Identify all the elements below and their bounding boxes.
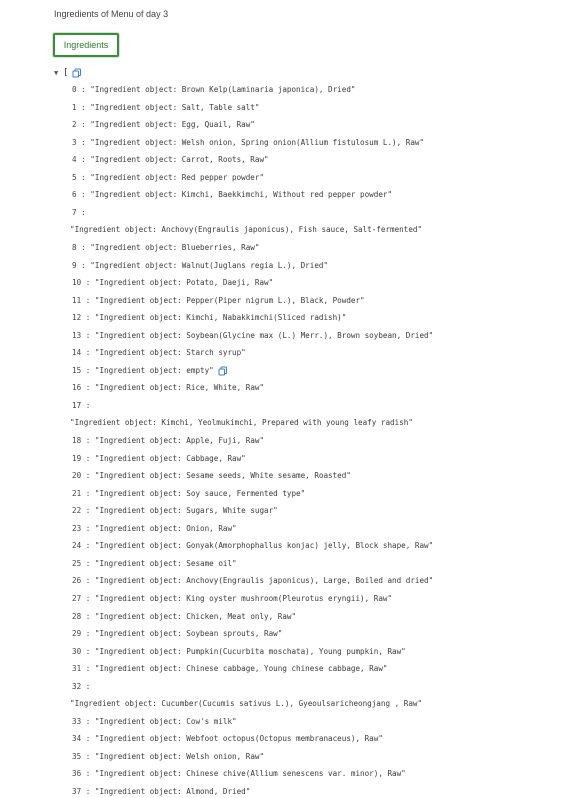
item-separator: : xyxy=(81,348,95,358)
json-tree-root xyxy=(54,66,82,80)
item-value: "Ingredient object: Brown Kelp(Laminaria japonica), Dried" xyxy=(90,85,356,94)
item-index: 13 xyxy=(72,330,82,340)
list-item xyxy=(72,733,383,745)
item-index: 9 xyxy=(72,260,77,270)
list-item xyxy=(72,611,296,623)
item-index: 1 xyxy=(72,102,77,112)
list-item xyxy=(72,137,424,149)
item-index: 33 xyxy=(72,716,82,726)
list-item xyxy=(72,751,264,763)
item-separator: : xyxy=(76,190,91,200)
item-value: "Ingredient object: Kimchi, Nabakkimchi(Sliced radish)" xyxy=(94,313,347,323)
item-separator: : xyxy=(81,278,95,288)
item-value: "Ingredient object: Cucumber(Cucumis sativus L.), Gyeoulsaricheongjang , Raw" xyxy=(70,698,423,708)
item-value: "Ingredient object: Soybean sprouts, Raw" xyxy=(94,629,283,639)
item-separator: : xyxy=(81,734,95,744)
item-value: "Ingredient object: Salt, Table salt" xyxy=(90,102,260,112)
list-item xyxy=(72,84,355,96)
item-value: "Ingredient object: empty" xyxy=(94,365,214,375)
item-value: "Ingredient object: Sesame seeds, White sesame, Roasted" xyxy=(94,471,351,481)
item-separator: : xyxy=(81,787,95,796)
item-index: 32 xyxy=(72,681,82,691)
item-index: 23 xyxy=(72,523,82,533)
item-index: 7 xyxy=(72,207,77,217)
list-item xyxy=(72,540,433,552)
item-separator: : xyxy=(81,593,95,603)
list-item xyxy=(72,681,422,710)
item-value: "Ingredient object: Rice, White, Raw" xyxy=(94,383,265,393)
item-value: "Ingredient object: Soy sauce, Fermented type" xyxy=(94,488,306,498)
item-index: 20 xyxy=(72,471,82,481)
item-index: 25 xyxy=(72,558,82,568)
item-index: 17 xyxy=(72,400,82,410)
item-separator: : xyxy=(81,611,95,621)
item-separator: : xyxy=(81,523,95,533)
list-item xyxy=(72,189,392,201)
list-item xyxy=(72,716,237,728)
list-item xyxy=(72,347,246,359)
item-value: "Ingredient object: Sugars, White sugar" xyxy=(94,506,278,516)
list-item xyxy=(72,330,433,342)
item-separator: : xyxy=(76,207,86,217)
item-value: "Ingredient object: Onion, Raw" xyxy=(94,523,237,533)
item-value: "Ingredient object: Red pepper powder" xyxy=(90,172,265,182)
list-item xyxy=(72,312,346,324)
list-item xyxy=(72,382,264,394)
item-value: "Ingredient object: Cabbage, Raw" xyxy=(94,453,246,463)
item-index: 2 xyxy=(72,120,77,130)
item-index: 29 xyxy=(72,629,82,639)
item-separator: : xyxy=(81,769,95,779)
item-value: "Ingredient object: Blueberries, Raw" xyxy=(90,242,260,252)
array-open-bracket: [ xyxy=(63,68,69,78)
copy-icon[interactable] xyxy=(218,366,228,376)
list-item xyxy=(72,768,406,780)
item-index: 14 xyxy=(72,348,82,358)
list-item xyxy=(72,365,228,377)
item-index: 26 xyxy=(72,576,82,586)
item-separator: : xyxy=(81,453,95,463)
item-index: 31 xyxy=(72,664,82,674)
item-separator: : xyxy=(81,313,95,323)
item-index: 37 xyxy=(72,787,82,796)
item-index: 8 xyxy=(72,242,77,252)
item-separator: : xyxy=(76,137,91,147)
item-value: "Ingredient object: Welsh onion, Spring onion(Allium fistulosum L.), Raw" xyxy=(90,137,425,147)
item-separator: : xyxy=(76,102,91,112)
list-item xyxy=(72,260,328,272)
list-item xyxy=(72,593,392,605)
item-index: 34 xyxy=(72,734,82,744)
item-value: "Ingredient object: Almond, Dried" xyxy=(94,787,251,796)
item-index: 6 xyxy=(72,190,77,200)
copy-icon[interactable] xyxy=(72,68,82,78)
list-item xyxy=(72,470,351,482)
item-index: 18 xyxy=(72,436,82,445)
list-item xyxy=(72,435,264,447)
item-value: "Ingredient object: Gonyak(Amorphophallus konjac) jelly, Block shape, Raw" xyxy=(94,541,434,551)
item-separator: : xyxy=(81,471,95,481)
item-separator: : xyxy=(81,716,95,726)
item-index: 21 xyxy=(72,488,82,498)
item-value: "Ingredient object: Soybean(Glycine max (L.) Merr.), Brown soybean, Dried" xyxy=(94,330,434,340)
item-value: "Ingredient object: Carrot, Roots, Raw" xyxy=(90,155,269,165)
item-index: 36 xyxy=(72,769,82,779)
item-index: 24 xyxy=(72,541,82,551)
item-value: "Ingredient object: Potato, Daeji, Raw" xyxy=(94,278,274,288)
list-item xyxy=(72,295,365,307)
item-index: 15 xyxy=(72,365,82,375)
item-separator: : xyxy=(81,664,95,674)
item-index: 30 xyxy=(72,646,82,656)
item-separator: : xyxy=(81,681,91,691)
list-item xyxy=(72,628,282,640)
list-item xyxy=(72,505,278,517)
item-separator: : xyxy=(81,400,91,410)
item-index: 11 xyxy=(72,295,82,305)
ingredients-tab-button[interactable]: Ingredients xyxy=(53,33,119,57)
item-separator: : xyxy=(76,85,91,94)
item-value: "Ingredient object: Anchovy(Engraulis japonicus), Large, Boiled and dried" xyxy=(94,576,434,586)
item-index: 3 xyxy=(72,137,77,147)
item-value: "Ingredient object: King oyster mushroom(Pleurotus eryngii), Raw" xyxy=(94,593,393,603)
item-separator: : xyxy=(81,558,95,568)
item-value: "Ingredient object: Kimchi, Yeolmukimchi, Prepared with young leafy radish" xyxy=(70,417,413,427)
item-separator: : xyxy=(81,383,95,393)
item-value: "Ingredient object: Welsh onion, Raw" xyxy=(94,751,265,761)
list-item xyxy=(72,102,259,114)
item-index: 27 xyxy=(72,593,82,603)
item-value: "Ingredient object: Sesame oil" xyxy=(94,558,237,568)
item-value: "Ingredient object: Pepper(Piper nigrum L.), Black, Powder" xyxy=(94,295,365,305)
item-separator: : xyxy=(81,751,95,761)
item-index: 22 xyxy=(72,506,82,516)
item-index: 28 xyxy=(72,611,82,621)
item-value: "Ingredient object: Chicken, Meat only, Raw" xyxy=(94,611,297,621)
item-separator: : xyxy=(81,541,95,551)
item-value: "Ingredient object: Kimchi, Baekkimchi, Without red pepper powder" xyxy=(90,190,393,200)
list-item xyxy=(72,277,273,289)
list-item xyxy=(72,400,413,429)
item-separator: : xyxy=(76,260,91,270)
item-separator: : xyxy=(81,506,95,516)
item-value: "Ingredient object: Chinese chive(Allium senescens var. minor), Raw" xyxy=(94,769,406,779)
item-index: 10 xyxy=(72,278,82,288)
page-title: Ingredients of Menu of day 3 xyxy=(54,9,169,19)
list-item xyxy=(72,558,237,570)
item-separator: : xyxy=(81,330,95,340)
item-index: 12 xyxy=(72,313,82,323)
item-separator: : xyxy=(81,436,95,445)
item-separator: : xyxy=(81,295,95,305)
item-index: 16 xyxy=(72,383,82,393)
item-value: "Ingredient object: Starch syrup" xyxy=(94,348,246,358)
list-item xyxy=(72,663,387,675)
item-index: 35 xyxy=(72,751,82,761)
item-value: "Ingredient object: Cow's milk" xyxy=(94,716,237,726)
list-item xyxy=(72,646,406,658)
item-value: "Ingredient object: Anchovy(Engraulis japonicus), Fish sauce, Salt-fermented" xyxy=(70,224,423,234)
item-separator: : xyxy=(81,629,95,639)
item-value: "Ingredient object: Apple, Fuji, Raw" xyxy=(94,436,265,445)
item-separator: : xyxy=(81,576,95,586)
list-item xyxy=(72,207,422,236)
item-separator: : xyxy=(76,172,91,182)
item-separator: : xyxy=(76,242,91,252)
list-item xyxy=(72,488,305,500)
list-item xyxy=(72,523,237,535)
item-value: "Ingredient object: Walnut(Juglans regia L.), Dried" xyxy=(90,260,329,270)
list-item xyxy=(72,575,433,587)
item-index: 19 xyxy=(72,453,82,463)
item-index: 5 xyxy=(72,172,77,182)
item-separator: : xyxy=(81,646,95,656)
item-separator: : xyxy=(81,488,95,498)
collapse-caret-icon[interactable]: ▼ xyxy=(54,69,59,77)
item-index: 0 xyxy=(72,85,77,94)
list-item xyxy=(72,154,269,166)
list-item xyxy=(72,172,264,184)
list-item xyxy=(72,453,246,465)
list-item xyxy=(72,242,259,254)
item-value: "Ingredient object: Webfoot octopus(Octopus membranaceus), Raw" xyxy=(94,734,383,744)
list-item xyxy=(72,119,255,131)
item-separator: : xyxy=(76,120,91,130)
item-value: "Ingredient object: Chinese cabbage, Young chinese cabbage, Raw" xyxy=(94,664,388,674)
item-value: "Ingredient object: Egg, Quail, Raw" xyxy=(90,120,255,130)
item-index: 4 xyxy=(72,155,77,165)
item-value: "Ingredient object: Pumpkin(Cucurbita moschata), Young pumpkin, Raw" xyxy=(94,646,406,656)
item-separator: : xyxy=(76,155,91,165)
item-separator: : xyxy=(81,365,95,375)
